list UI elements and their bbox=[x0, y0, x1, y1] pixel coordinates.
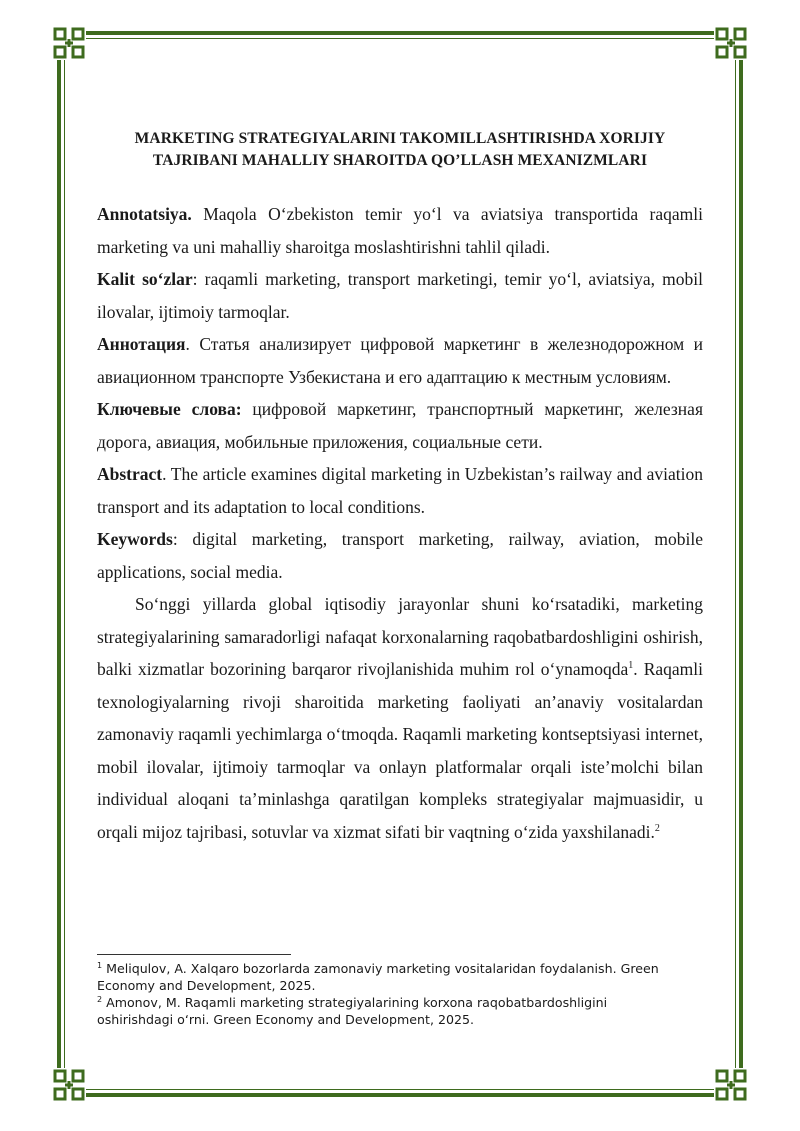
corner-ornament-bottom-right bbox=[714, 1068, 748, 1102]
keywords-uz bbox=[97, 263, 703, 328]
annotation-ru bbox=[97, 328, 703, 393]
corner-ornament-bottom-left bbox=[52, 1068, 86, 1102]
body-text-part-1: So‘nggi yillarda global iqtisodiy jarayonlar shuni ko‘rsatadiki, marketing strategiyalarining samaradorligi nafaqat korxonalarning raqobatbardoshligini oshirish, balki xizmatlar bozorining barqaror rivojlanishida muhim rol o‘ynamoqda bbox=[97, 594, 703, 679]
annotation-uz-text: Maqola O‘zbekiston temir yo‘l va aviatsiya transportida raqamli marketing va uni mahalliy sharoitga moslashtirishni tahlil qiladi. bbox=[97, 204, 703, 257]
article-title-line-1: MARKETING STRATEGIYALARINI TAKOMILLASHTIRISHDA XORIJIY bbox=[134, 130, 666, 147]
keywords-ru bbox=[97, 393, 703, 458]
keywords-ru-label: Ключевые слова: bbox=[97, 399, 242, 419]
keywords-en-label: Keywords bbox=[97, 529, 173, 549]
abstract-en-text: . The article examines digital marketing in Uzbekistan’s railway and aviation transport and its adaptation to local conditions. bbox=[97, 464, 703, 517]
footnote-separator bbox=[97, 954, 291, 955]
footnotes bbox=[97, 960, 687, 1028]
footnote-1-text: Meliqulov, A. Xalqaro bozorlarda zamonaviy marketing vositalaridan foydalanish. Green Economy and Development, 2025. bbox=[97, 961, 659, 993]
footnote-reference-2[interactable]: 2 bbox=[654, 822, 660, 834]
annotation-uz-label: Annotatsiya. bbox=[97, 204, 192, 224]
body-text-part-2: . Raqamli texnologiyalarning rivoji sharoitida marketing faoliyati an’anaviy vositalardan zamonaviy raqamli yechimlarga o‘tmoqda. Raqamli marketing kontseptsiyasi internet, mobil ilovalar, ijtimoiy tarmoqlar va onlayn platformalar orqali iste’molchi bilan individual aloqani ta’minlashga qaratilgan kompleks strategiyalar majmuasidir, u orqali mijoz tajribasi, sotuvlar va xizmat sifati bir vaqtning o‘zida yaxshilanadi. bbox=[97, 659, 704, 842]
annotation-ru-text: . Статья анализирует цифровой маркетинг в железнодорожном и авиационном транспорте Узбекистана и его адаптацию к местным условиям. bbox=[97, 334, 703, 387]
article-title-line-2: TAJRIBANI MAHALLIY SHAROITDA QO’LLASH MEXANIZMLARI bbox=[152, 152, 648, 169]
article-content bbox=[97, 128, 703, 848]
footnote-2-text: Amonov, M. Raqamli marketing strategiyalarining korxona raqobatbardoshligini oshirishdagi o‘rni. Green Economy and Development, 2025. bbox=[97, 995, 608, 1027]
corner-ornament-top-left bbox=[52, 26, 86, 60]
footnote-2-number: 2 bbox=[97, 994, 103, 1004]
article-title bbox=[97, 128, 703, 172]
corner-ornament-top-right bbox=[714, 26, 748, 60]
footnote-1-number: 1 bbox=[97, 960, 103, 970]
keywords-ru-text: цифровой маркетинг, транспортный маркетинг, железная дорога, авиация, мобильные приложения, социальные сети. bbox=[97, 399, 703, 452]
abstract-en-label: Abstract bbox=[97, 464, 163, 484]
keywords-uz-text: : raqamli marketing, transport marketingi, temir yo‘l, aviatsiya, mobil ilovalar, ijtimoiy tarmoqlar. bbox=[97, 269, 704, 322]
keywords-en-text: : digital marketing, transport marketing, railway, aviation, mobile applications, social media. bbox=[97, 529, 703, 582]
body-paragraph bbox=[97, 588, 703, 848]
abstract-en bbox=[97, 458, 703, 523]
footnote-1 bbox=[97, 960, 687, 994]
annotation-uz bbox=[97, 198, 703, 263]
keywords-en bbox=[97, 523, 703, 588]
annotation-ru-label: Аннотация bbox=[97, 334, 186, 354]
footnote-2 bbox=[97, 994, 687, 1028]
keywords-uz-label: Kalit so‘zlar bbox=[97, 269, 193, 289]
footnote-reference-1[interactable]: 1 bbox=[628, 660, 634, 672]
